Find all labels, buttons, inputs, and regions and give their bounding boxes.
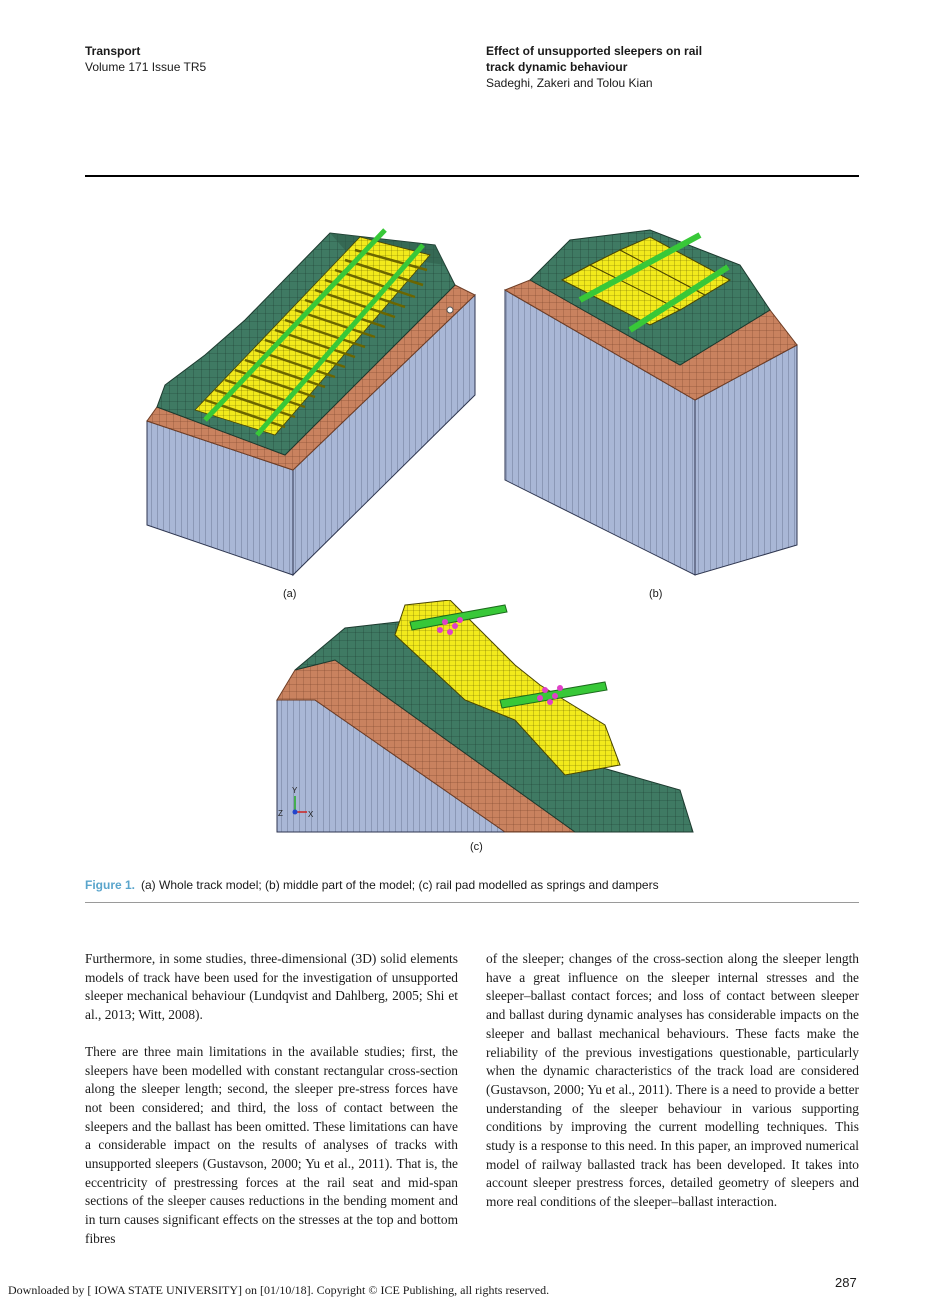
axis-x-label: X — [308, 810, 314, 819]
download-notice: Downloaded by [ IOWA STATE UNIVERSITY] on [01/10/18]. Copyright © ICE Publishing, all rights reserved. — [8, 1283, 550, 1297]
paragraph: Furthermore, in some studies, three-dimensional (3D) solid elements models of track have been used for the investigation of unsupported sleeper mechanical behaviour (Lundqvist and Dahlberg, 2005; Shi et al., 2013; Witt, 2008). — [85, 951, 458, 1023]
article-title-line2: track dynamic behaviour — [486, 60, 628, 74]
axis-z-label: Z — [278, 809, 283, 818]
paragraph: There are three main limitations in the available studies; first, the sleepers have been modelled with constant rectangular cross-section along the sleeper length; second, the sleeper pre-stress forces have not been considered; and third, the loss of contact between the sleepers and the ballast has been omitted. These limitations can have a considerable impact on the results of analyses of tracks with unsupported sleepers (Gustavson, 2000; Yu et al., 2011). That is, the eccentricity of prestressing forces at the rail seat and mid-span sections of the sleeper causes reductions in the bending moment and in turn causes significant effects on the stresses at the top and bottom fibres — [85, 1043, 458, 1246]
running-header-right — [486, 43, 702, 91]
figure-a-label: (a) — [283, 588, 297, 600]
figure-b-label: (b) — [649, 588, 663, 600]
body-column-right — [486, 950, 859, 1230]
body-column-left — [85, 950, 458, 1267]
axis-y-label: Y — [292, 786, 298, 795]
figure-caption — [85, 878, 659, 892]
figure-b-middle-part — [500, 225, 800, 580]
journal-name: Transport — [85, 44, 141, 58]
header-rule — [85, 175, 859, 177]
figure-a-whole-track-model — [145, 225, 480, 580]
article-authors: Sadeghi, Zakeri and Tolou Kian — [486, 76, 653, 90]
running-header-left — [85, 43, 206, 75]
caption-rule — [85, 902, 859, 903]
figure-c-rail-pad-detail — [275, 600, 695, 835]
figure-caption-text: (a) Whole track model; (b) middle part of the model; (c) rail pad modelled as springs and dampers — [141, 878, 659, 892]
figure-caption-label: Figure 1. — [85, 878, 136, 892]
volume-info: Volume 171 Issue TR5 — [85, 60, 207, 74]
paragraph: of the sleeper; changes of the cross-section along the sleeper length have a great influence on the sleeper internal stresses and the sleeper–ballast contact forces; and loss of contact between sleeper and ballast during dynamic analyses has considerable impacts on the sleeper and ballast mechanical behaviours. These facts make the reliability of the previous investigations questionable, particularly when the dynamic characteristics of the track load are considered (Gustavson, 2000; Yu et al., 2011). There is a need to provide a better understanding of the sleeper behaviour in various supporting conditions by improving the current modelling techniques. This study is a response to this need. In this paper, an improved numerical model of railway ballasted track has been developed. It takes into account sleeper prestress forces, detailed geometry of sleepers and more real conditions of the sleeper–ballast interaction. — [486, 951, 859, 1210]
article-title-line1: Effect of unsupported sleepers on rail — [486, 44, 703, 58]
figure-c-label: (c) — [470, 841, 483, 853]
page-number: 287 — [835, 1275, 857, 1290]
